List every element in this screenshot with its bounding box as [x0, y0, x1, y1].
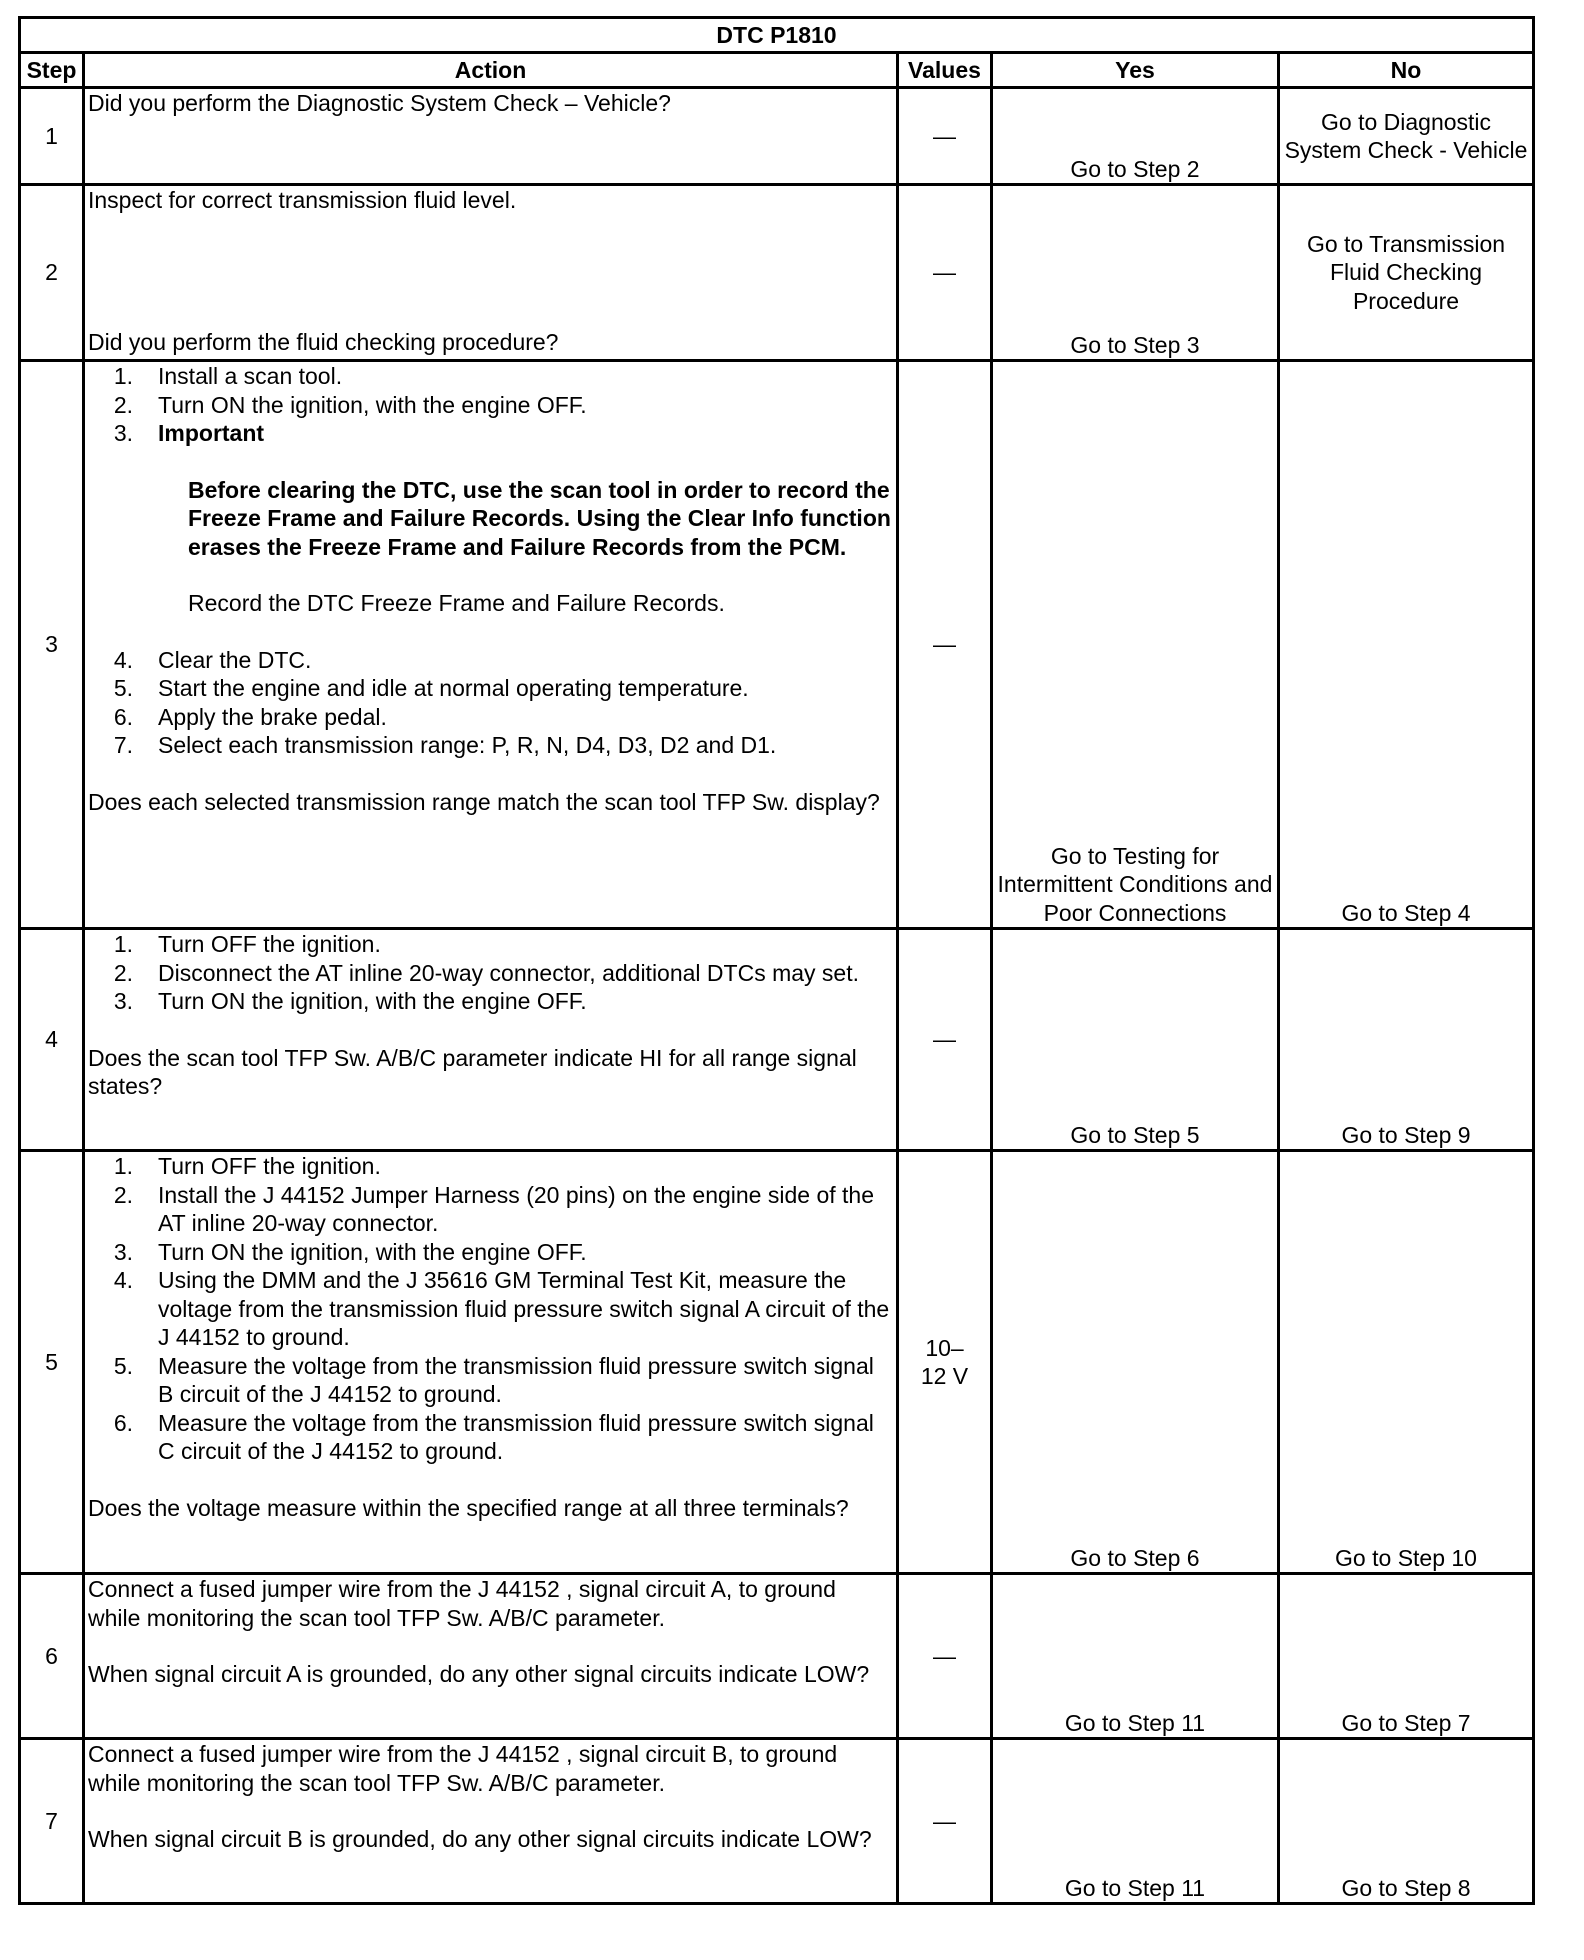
header-step: Step	[20, 53, 84, 88]
table-row	[20, 929, 1534, 1151]
values-cell: —	[898, 88, 992, 185]
step-number: 3	[20, 361, 84, 929]
table-row	[20, 1739, 1534, 1904]
action-intro: Inspect for correct transmission fluid level.	[88, 187, 517, 213]
list-item: 2. Disconnect the AT inline 20-way connector, additional DTCs may set.	[113, 959, 859, 986]
list-item: 5. Measure the voltage from the transmission fluid pressure switch signal B circuit of the J 44152 to ground.	[113, 1352, 874, 1407]
no-cell: Go to Diagnostic System Check - Vehicle	[1279, 88, 1534, 185]
action-cell	[84, 88, 898, 185]
header-no: No	[1279, 53, 1534, 88]
list-item: 2. Install the J 44152 Jumper Harness (20 pins) on the engine side of the AT inline 20-way connector.	[113, 1181, 874, 1236]
yes-cell: Go to Step 3	[992, 185, 1279, 361]
yes-cell: Go to Step 2	[992, 88, 1279, 185]
list-item: 4. Using the DMM and the J 35616 GM Terminal Test Kit, measure the voltage from the transmission fluid pressure switch signal A circuit of the J 44152 to ground.	[113, 1267, 890, 1350]
no-cell: Go to Transmission Fluid Checking Procedure	[1279, 185, 1534, 361]
values-cell: —	[898, 1574, 992, 1739]
yes-cell: Go to Testing for Intermittent Conditions and Poor Connections	[992, 361, 1279, 929]
no-cell: Go to Step 8	[1279, 1739, 1534, 1904]
header-yes: Yes	[992, 53, 1279, 88]
step-number: 5	[20, 1151, 84, 1574]
yes-cell: Go to Step 5	[992, 929, 1279, 1151]
table-row	[20, 88, 1534, 185]
action-cell	[84, 361, 898, 929]
list-item: 1. Install a scan tool.	[113, 363, 343, 389]
step-number: 1	[20, 88, 84, 185]
no-cell: Go to Step 4	[1279, 361, 1534, 929]
values-cell: 10–12 V	[898, 1151, 992, 1574]
action-question: Does the voltage measure within the specified range at all three terminals?	[88, 1494, 849, 1521]
action-question: Did you perform the fluid checking procedure?	[88, 328, 559, 355]
list-item: 1. Turn OFF the ignition.	[113, 1153, 381, 1179]
list-item: 3. Turn ON the ignition, with the engine OFF.	[113, 1238, 587, 1265]
values-cell: —	[898, 185, 992, 361]
action-question: Does each selected transmission range match the scan tool TFP Sw. display?	[88, 788, 880, 815]
list-item: 5. Start the engine and idle at normal operating temperature.	[113, 675, 749, 701]
step-number: 6	[20, 1574, 84, 1739]
values-cell: —	[898, 361, 992, 929]
header-values: Values	[898, 53, 992, 88]
no-cell: Go to Step 9	[1279, 929, 1534, 1151]
dtc-table	[18, 16, 1535, 1905]
action-cell	[84, 929, 898, 1151]
no-cell: Go to Step 7	[1279, 1574, 1534, 1739]
list-item: 7. Select each transmission range: P, R, N, D4, D3, D2 and D1.	[113, 732, 777, 758]
table-row	[20, 1574, 1534, 1739]
list-item: 6. Apply the brake pedal.	[113, 703, 387, 730]
table-title: DTC P1810	[20, 18, 1534, 53]
list-item: 3. Turn ON the ignition, with the engine OFF.	[113, 988, 587, 1014]
action-intro: Connect a fused jumper wire from the J 44152 , signal circuit B, to ground while monitoring the scan tool TFP Sw. A/B/C parameter.	[88, 1741, 838, 1796]
values-cell: —	[898, 1739, 992, 1904]
record-instruction: Record the DTC Freeze Frame and Failure Records.	[188, 590, 725, 616]
action-cell	[84, 185, 898, 361]
action-question: When signal circuit A is grounded, do any other signal circuits indicate LOW?	[88, 1661, 870, 1687]
step-list	[88, 1152, 893, 1466]
action-cell	[84, 1739, 898, 1904]
step-number: 4	[20, 929, 84, 1151]
list-item: 6. Measure the voltage from the transmission fluid pressure switch signal C circuit of the J 44152 to ground.	[113, 1409, 874, 1464]
no-cell: Go to Step 10	[1279, 1151, 1534, 1574]
action-cell	[84, 1574, 898, 1739]
yes-cell: Go to Step 11	[992, 1739, 1279, 1904]
values-cell: —	[898, 929, 992, 1151]
list-item: 4. Clear the DTC.	[113, 646, 312, 673]
table-row	[20, 185, 1534, 361]
yes-cell: Go to Step 6	[992, 1151, 1279, 1574]
step-number: 2	[20, 185, 84, 361]
action-intro: Connect a fused jumper wire from the J 44152 , signal circuit A, to ground while monitoring the scan tool TFP Sw. A/B/C parameter.	[88, 1576, 836, 1631]
list-item: 2. Turn ON the ignition, with the engine OFF.	[113, 391, 587, 418]
action-question: When signal circuit B is grounded, do any other signal circuits indicate LOW?	[88, 1826, 872, 1852]
action-cell	[84, 1151, 898, 1574]
table-row	[20, 361, 1534, 929]
table-row	[20, 1151, 1534, 1574]
step-list	[88, 930, 893, 1016]
list-item: 3. Important	[113, 420, 265, 446]
yes-cell: Go to Step 11	[992, 1574, 1279, 1739]
important-note: Before clearing the DTC, use the scan tool in order to record the Freeze Frame and Failure Records. Using the Clear Info function erases the Freeze Frame and Failure Records from the PCM.	[188, 476, 891, 560]
action-question: Did you perform the Diagnostic System Check – Vehicle?	[88, 90, 671, 116]
list-item: 1. Turn OFF the ignition.	[113, 931, 381, 957]
step-list	[88, 362, 893, 448]
header-action: Action	[84, 53, 898, 88]
step-number: 7	[20, 1739, 84, 1904]
step-list	[88, 646, 893, 760]
action-question: Does the scan tool TFP Sw. A/B/C parameter indicate HI for all range signal states?	[88, 1044, 857, 1099]
